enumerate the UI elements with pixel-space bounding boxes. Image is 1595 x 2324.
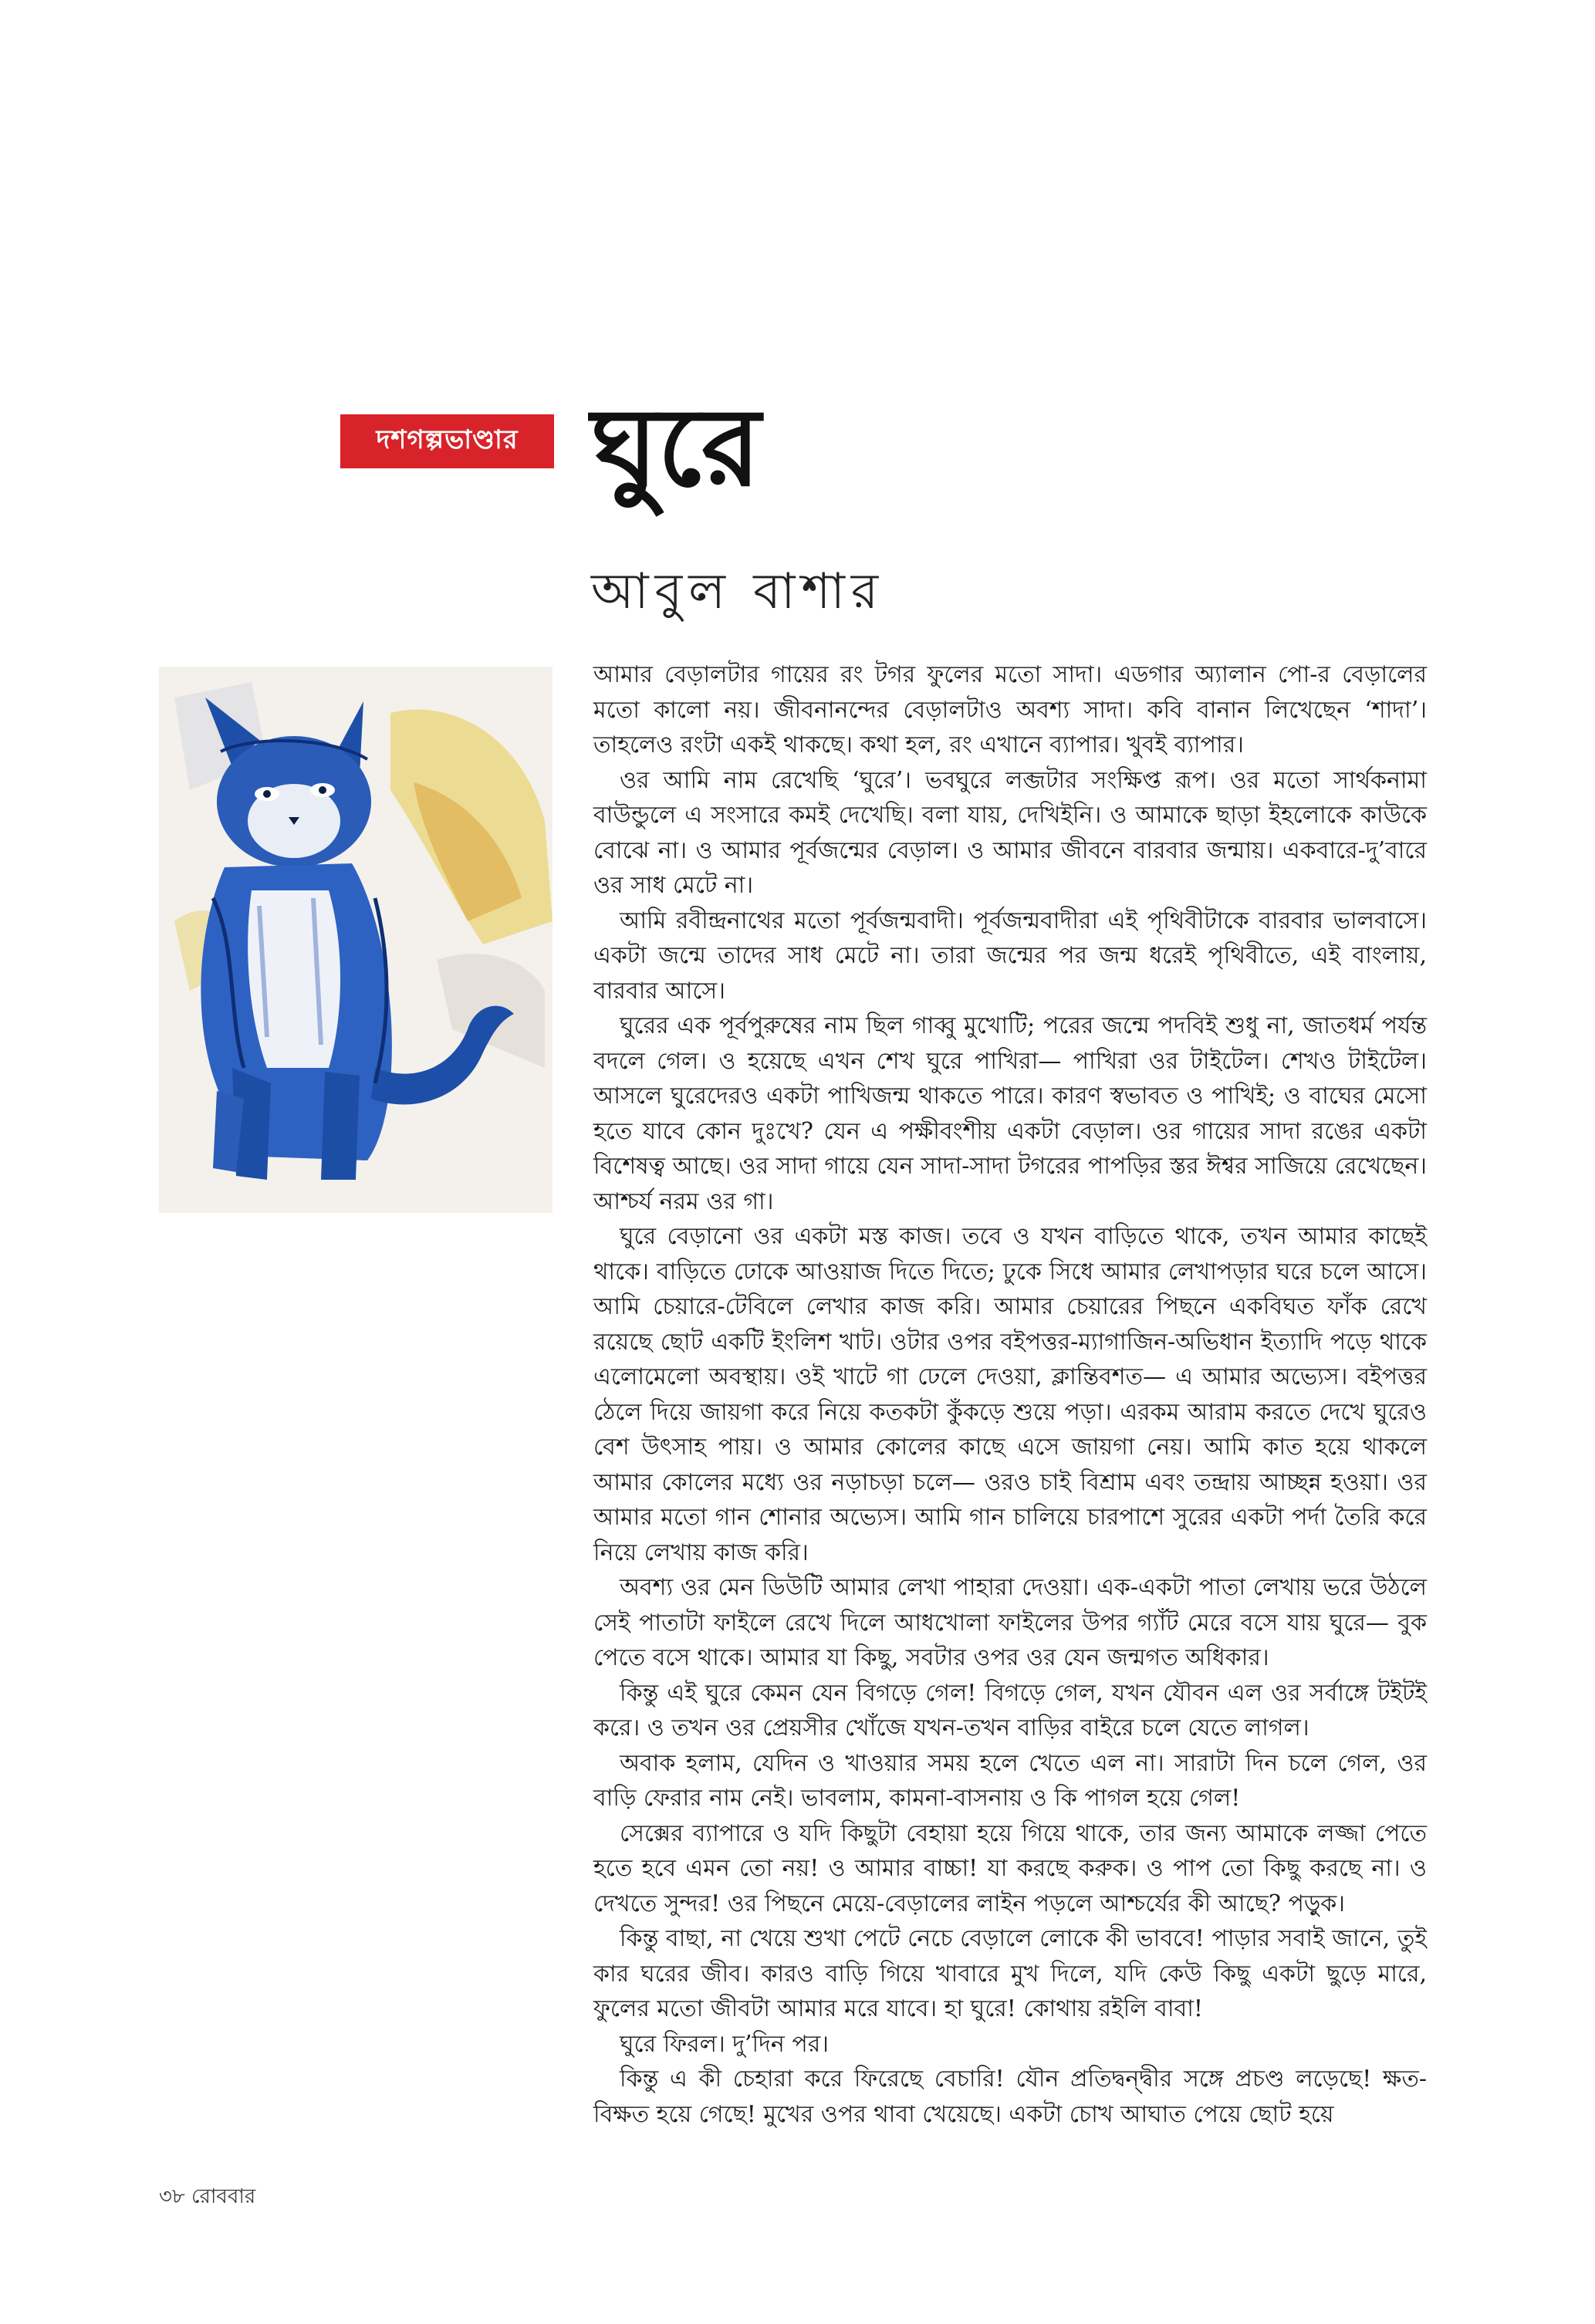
paragraph: কিন্তু এ কী চেহারা করে ফিরেছে বেচারি! যৌন প্রতিদ্বন্দ্বীর সঙ্গে প্রচণ্ড লড়েছে! ক্ষত-বিক্ষত হয়ে গেছে! মুখের ওপর থাবা খেয়েছে। একটা চোখ আঘাত পেয়ে ছোট হয়ে — [593, 2066, 1427, 2128]
paragraph: কিন্তু এই ঘুরে কেমন যেন বিগড়ে গেল! বিগড়ে গেল, যখন যৌবন এল ওর সর্বাঙ্গে টইটই করে। ও তখন ওর প্রেয়সীর খোঁজে যখন-তখন বাড়ির বাইরে চলে যেতে লাগল। — [593, 1679, 1427, 1741]
article-body — [593, 657, 1427, 2132]
paragraph: অবাক হলাম, যেদিন ও খাওয়ার সময় হলে খেতে এল না। সারাটা দিন চলে গেল, ওর বাড়ি ফেরার নাম নেই। ভাবলাম, কামনা-বাসনায় ও কি পাগল হয়ে গেল! — [593, 1749, 1427, 1812]
cat-illustration — [159, 667, 553, 1213]
author-name: আবুল বাশার — [591, 563, 885, 620]
paragraph: আমার বেড়ালটার গায়ের রং টগর ফুলের মতো সাদা। এডগার অ্যালান পো-র বেড়ালের মতো কালো নয়। জীবনানন্দের বেড়ালটাও অবশ্য সাদা। কবি বানান লিখেছেন ‘শাদা’। তাহলেও রংটা একই থাকছে। কথা হল, রং এখানে ব্যাপার। খুবই ব্যাপার। — [593, 661, 1427, 758]
story-title: ঘুরে — [591, 384, 761, 511]
paragraph: আমি রবীন্দ্রনাথের মতো পূর্বজন্মবাদী। পূর্বজন্মবাদীরা এই পৃথিবীটাকে বারবার ভালবাসে। একটা জন্মে তাদের সাধ মেটে না। তারা জন্মের পর জন্ম ধরেই পৃথিবীতে, এই বাংলায়, বারবার আসে। — [593, 907, 1427, 1005]
paragraph: কিন্তু বাছা, না খেয়ে শুখা পেটে নেচে বেড়ালে লোকে কী ভাববে! পাড়ার সবাই জানে, তুই কার ঘরের জীব। কারও বাড়ি গিয়ে খাবারে মুখ দিলে, যদি কেউ কিছু একটা ছুড়ে মারে, ফুলের মতো জীবটা আমার মরে যাবে। হা ঘুরে! কোথায় রইলি বাবা! — [593, 1925, 1427, 2022]
page-footer: ৩৮ রোববার — [159, 2185, 256, 2208]
paragraph: সেক্সের ব্যাপারে ও যদি কিছুটা বেহায়া হয়ে গিয়ে থাকে, তার জন্য আমাকে লজ্জা পেতে হতে হবে এমন তো নয়! ও আমার বাচ্চা! যা করছে করুক। ও পাপ তো কিছু করছে না। ও দেখতে সুন্দর! ওর পিছনে মেয়ে-বেড়ালের লাইন পড়লে আশ্চর্যের কী আছে? পড়ুক। — [593, 1819, 1427, 1917]
paragraph: ঘুরে ফিরল। দু’দিন পর। — [620, 2030, 829, 2058]
paragraph: অবশ্য ওর মেন ডিউটি আমার লেখা পাহারা দেওয়া। এক-একটা পাতা লেখায় ভরে উঠলে সেই পাতাটা ফাইলে রেখে দিলে আধখোলা ফাইলের উপর গ্যাঁট মেরে বসে যায় ঘুরে— বুক পেতে বসে থাকে। আমার যা কিছু, সবটার ওপর ওর যেন জন্মগত অধিকার। — [593, 1574, 1427, 1671]
paragraph: ওর আমি নাম রেখেছি ‘ঘুরে’। ভবঘুরে লব্জটার সংক্ষিপ্ত রূপ। ওর মতো সার্থকনামা বাউন্ডুলে এ সংসারে কমই দেখেছি। বলা যায়, দেখিইনি। ও আমাকে ছাড়া ইহলোকে কাউকে বোঝে না। ও আমার পূর্বজন্মের বেড়াল। ও আমার জীবনে বারবার জন্মায়। একবারে-দু’বারে ওর সাধ মেটে না। — [593, 766, 1427, 899]
paragraph: ঘুরের এক পূর্বপুরুষের নাম ছিল গাব্বু মুখোটি; পরের জন্মে পদবিই শুধু না, জাতধর্ম পর্যন্ত বদলে গেল। ও হয়েছে এখন শেখ ঘুরে পাখিরা— পাখিরা ওর টাইটেল। শেখও টাইটেল। আসলে ঘুরেদেরও একটা পাখিজন্ম থাকতে পারে। কারণ স্বভাবত ও পাখিই; ও বাঘের মেসো হতে যাবে কোন দুঃখে? যেন এ পক্ষীবংশীয় একটা বেড়াল। ওর গায়ের সাদা রঙের একটা বিশেষত্ব আছে। ওর সাদা গায়ে যেন সাদা-সাদা টগরের পাপড়ির স্তর ঈশ্বর সাজিয়ে রেখেছেন। আশ্চর্য নরম ওর গা। — [593, 1012, 1427, 1215]
paragraph: ঘুরে বেড়ানো ওর একটা মস্ত কাজ। তবে ও যখন বাড়িতে থাকে, তখন আমার কাছেই থাকে। বাড়িতে ঢোকে আওয়াজ দিতে দিতে; ঢুকে সিধে আমার লেখাপড়ার ঘরে চলে আসে। আমি চেয়ারে-টেবিলে লেখার কাজ করি। আমার চেয়ারের পিছনে একবিঘত ফাঁক রেখে রয়েছে ছোট একটি ইংলিশ খাট। ওটার ওপর বইপত্তর-ম্যাগাজিন-অভিধান ইত্যাদি পড়ে থাকে এলোমেলো অবস্থায়। ওই খাটে গা ঢেলে দেওয়া, ক্লান্তিবশত— এ আমার অভ্যেস। বইপত্তর ঠেলে দিয়ে জায়গা করে নিয়ে কতকটা কুঁকড়ে শুয়ে পড়া। এরকম আরাম করতে দেখে ঘুরেও বেশ উৎসাহ পায়। ও আমার কোলের কাছে এসে জায়গা নেয়। আমি কাত হয়ে থাকলে আমার কোলের মধ্যে ওর নড়াচড়া চলে— ওরও চাই বিশ্রাম এবং তন্দ্রায় আচ্ছন্ন হওয়া। ওর আমার মতো গান শোনার অভ্যেস। আমি গান চালিয়ে চারপাশে সুরের একটা পর্দা তৈরি করে নিয়ে লেখায় কাজ করি। — [593, 1223, 1427, 1566]
section-tag: দশগল্পভাণ্ডার — [340, 414, 554, 468]
